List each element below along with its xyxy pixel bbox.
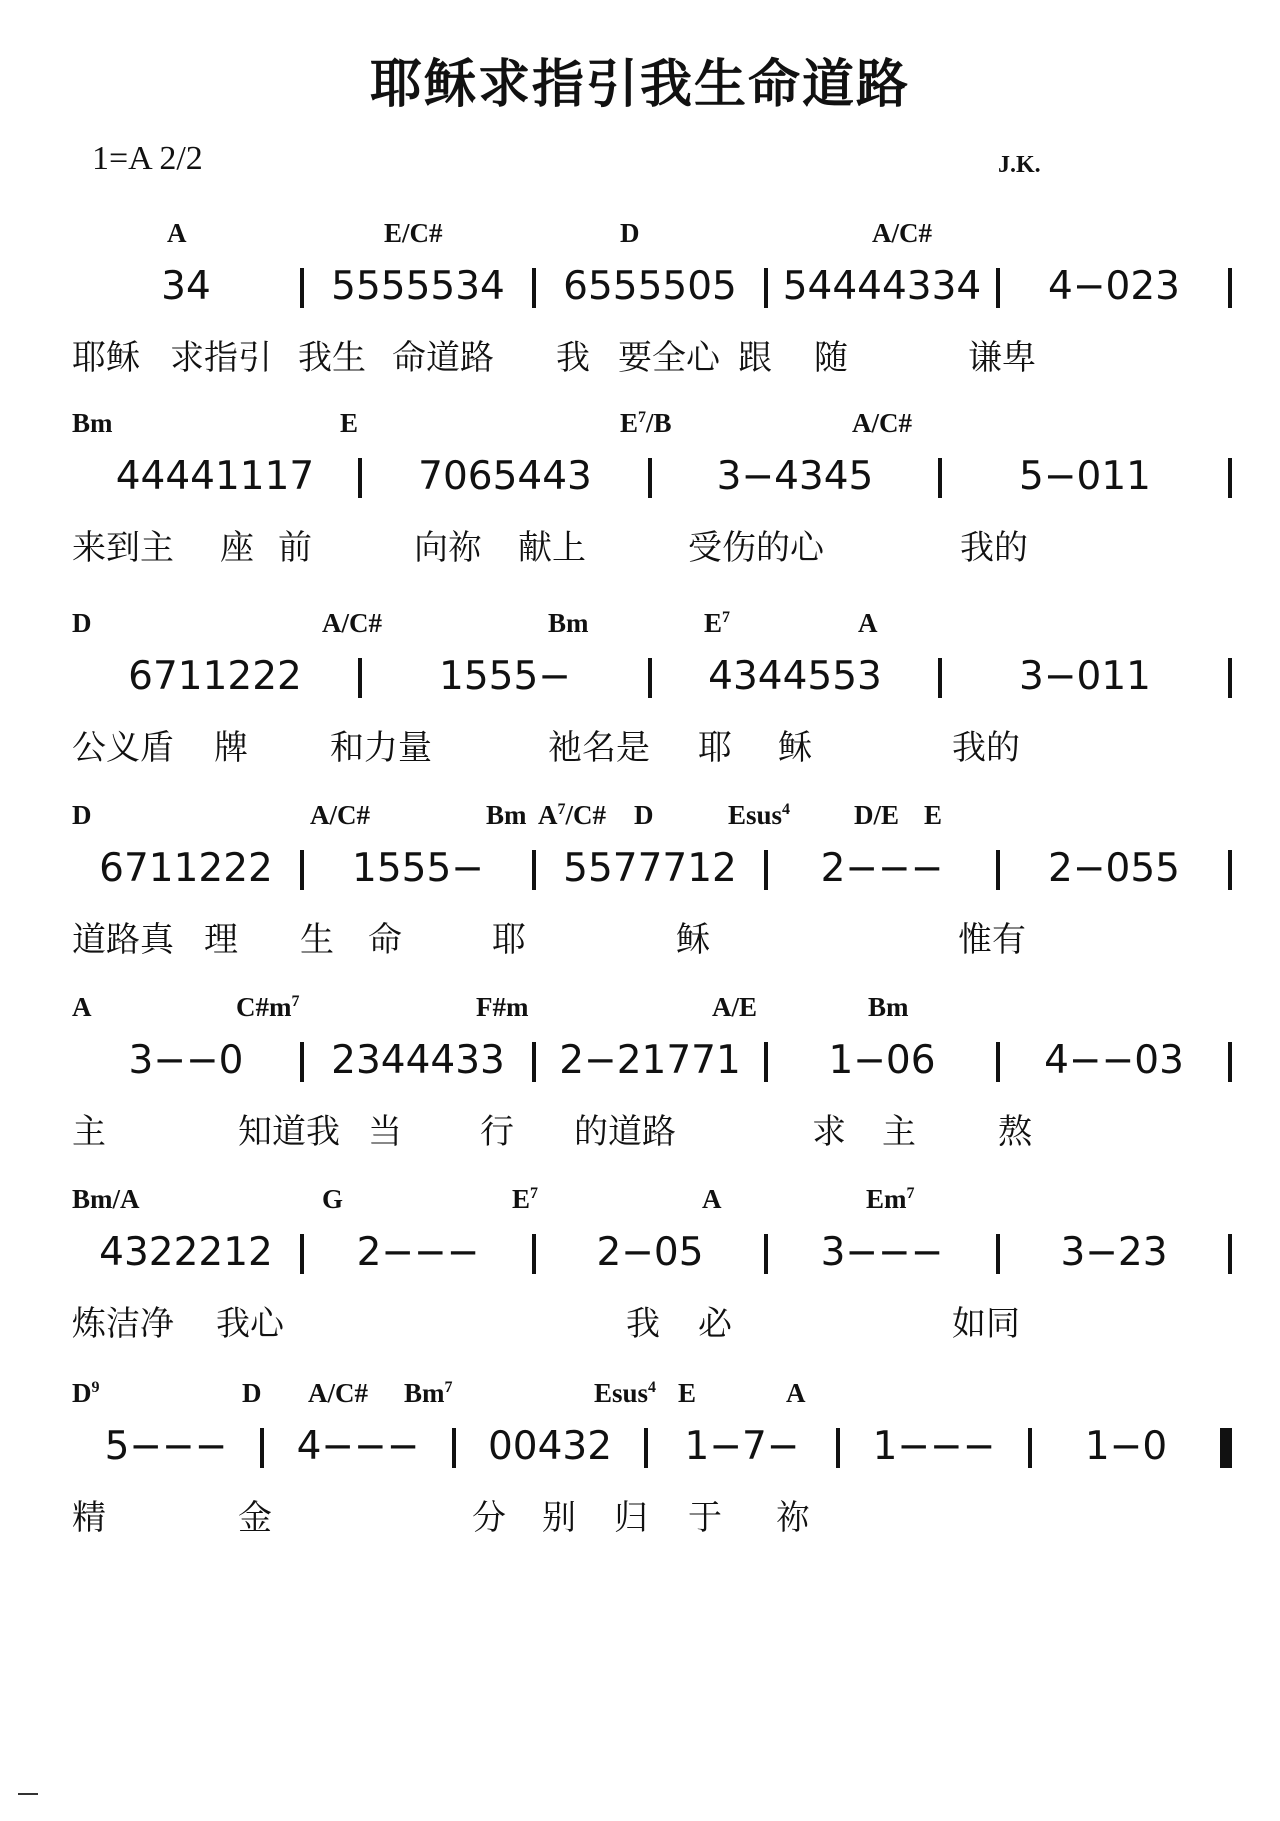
- lyric-word: 耶: [698, 728, 732, 768]
- chord-symbol: [72, 408, 113, 439]
- lyric-word: 我心: [216, 1304, 284, 1344]
- chord-name: E: [704, 608, 723, 638]
- lyric-word: 来到主: [72, 528, 174, 568]
- chord-name: A/C#: [322, 608, 382, 638]
- notation-line: [72, 1036, 1232, 1086]
- chord-symbol: [72, 608, 92, 639]
- chord-name: E: [620, 408, 639, 438]
- chord-symbol: [924, 800, 942, 831]
- measure: 4−−03: [1044, 1038, 1184, 1083]
- chord-symbol: [728, 800, 790, 831]
- measure: 1−06: [828, 1038, 936, 1083]
- lyric-word: 炼洁净: [72, 1304, 174, 1344]
- chord-symbol: [866, 1184, 915, 1215]
- lyric-word: 祢: [776, 1498, 810, 1538]
- measure: 34: [161, 264, 211, 309]
- chord-name: Bm: [486, 800, 527, 830]
- measure: 4322212: [99, 1230, 273, 1275]
- lyric-word: 我的: [960, 528, 1028, 568]
- staff-system-4: [72, 800, 1232, 1000]
- key-signature: 1=A 2/2: [92, 140, 203, 177]
- chord-symbol: [704, 608, 730, 639]
- chord-name: A/C#: [310, 800, 370, 830]
- lyric-word: 前: [278, 528, 312, 568]
- chord-symbol: [384, 218, 443, 249]
- lyric-word: 归: [614, 1498, 648, 1538]
- measure: 00432: [487, 1424, 613, 1469]
- chord-name: D: [620, 218, 640, 248]
- chord-symbol: [236, 992, 300, 1023]
- lyric-word: 分: [472, 1498, 506, 1538]
- measure: 5555534: [331, 264, 505, 309]
- measure: 4−−−: [296, 1424, 420, 1469]
- lyric-word: 和力量: [330, 728, 432, 768]
- lyric-word: 我: [626, 1304, 660, 1344]
- notation-line: [72, 1228, 1232, 1278]
- chord-symbol: [594, 1378, 656, 1409]
- measure: 3−−−: [820, 1230, 944, 1275]
- chord-extension: 9: [91, 1379, 100, 1396]
- chord-bass: /B: [646, 408, 672, 438]
- measure: 2−05: [596, 1230, 704, 1275]
- chord-name: E: [924, 800, 943, 830]
- lyric-word: 别: [542, 1498, 576, 1538]
- measure: 1−−−: [872, 1424, 996, 1469]
- chord-name: Bm: [404, 1378, 445, 1408]
- chord-name: D/E: [854, 800, 900, 830]
- lyric-word: 道路真: [72, 920, 174, 960]
- chord-symbol: [486, 800, 527, 831]
- measure: 3−23: [1060, 1230, 1168, 1275]
- chord-name: A: [167, 218, 187, 248]
- lyric-word: 稣: [778, 728, 812, 768]
- chord-symbol: [634, 800, 654, 831]
- measure: 6711222: [128, 654, 302, 699]
- lyric-word: 命道路: [392, 338, 494, 378]
- measure: 2−055: [1048, 846, 1180, 891]
- lyric-word: 惟有: [958, 920, 1026, 960]
- lyric-word: 稣: [676, 920, 710, 960]
- chord-name: A: [786, 1378, 806, 1408]
- measure: 7065443: [418, 454, 592, 499]
- notation-line: [72, 652, 1232, 702]
- chord-symbol: [548, 608, 589, 639]
- chord-symbol: [404, 1378, 453, 1409]
- measure: 4−023: [1048, 264, 1180, 309]
- lyrics-line: [72, 1490, 1232, 1538]
- chord-name: A/C#: [308, 1378, 368, 1408]
- barline: [1228, 658, 1232, 698]
- barline: [1228, 458, 1232, 498]
- chord-symbol: [72, 800, 92, 831]
- lyric-word: 耶稣: [72, 338, 140, 378]
- lyric-word: 精: [72, 1498, 106, 1538]
- measure: 1−7−: [684, 1424, 800, 1469]
- chord-extension: 7: [638, 409, 647, 426]
- chord-symbol: [340, 408, 358, 439]
- measure: 44441117: [115, 454, 315, 499]
- lyric-word: 我的: [952, 728, 1020, 768]
- measure: 5−−−: [104, 1424, 228, 1469]
- measure: 3−−0: [128, 1038, 244, 1083]
- measure: 6711222: [99, 846, 273, 891]
- chord-name: A: [858, 608, 878, 638]
- lyric-word: 谦卑: [968, 338, 1036, 378]
- chord-symbol: [167, 218, 187, 249]
- chord-name: Esus: [728, 800, 783, 830]
- chord-symbol: [620, 408, 672, 439]
- chord-name: Bm: [548, 608, 589, 638]
- chord-name: D: [72, 1378, 92, 1408]
- lyrics-line: [72, 520, 1232, 568]
- lyric-word: 受伤的心: [688, 528, 824, 568]
- chord-name: A: [702, 1184, 722, 1214]
- lyric-word: 行: [480, 1112, 514, 1152]
- lyric-word: 跟: [738, 338, 772, 378]
- lyric-word: 命: [368, 920, 402, 960]
- chord-symbol: [678, 1378, 696, 1409]
- chord-symbol: [72, 992, 92, 1023]
- chord-name: F#m: [476, 992, 529, 1022]
- lyric-word: 我生: [298, 338, 366, 378]
- chord-extension: 7: [557, 801, 566, 818]
- notation-line: [72, 262, 1232, 312]
- chord-symbol: [72, 1378, 100, 1409]
- barline: [1228, 1234, 1232, 1274]
- lyric-word: 向祢: [414, 528, 482, 568]
- margin-mark: [18, 1793, 38, 1795]
- barline: [1228, 1042, 1232, 1082]
- chord-name: C#m: [236, 992, 292, 1022]
- measure: 2−−−: [820, 846, 944, 891]
- measure: 4344553: [708, 654, 882, 699]
- lyric-word: 随: [814, 338, 848, 378]
- measure: 2−−−: [356, 1230, 480, 1275]
- chord-symbol: [854, 800, 899, 831]
- chord-symbol: [512, 1184, 538, 1215]
- chord-symbol: [702, 1184, 722, 1215]
- barline: [1228, 268, 1232, 308]
- chord-symbol: [620, 218, 640, 249]
- chord-name: D: [72, 608, 92, 638]
- chord-symbol: [72, 1184, 140, 1215]
- chord-symbol: [712, 992, 757, 1023]
- lyric-word: 要全心: [618, 338, 720, 378]
- staff-system-7: [72, 1378, 1232, 1578]
- lyric-word: 如同: [952, 1304, 1020, 1344]
- measure: 2344433: [331, 1038, 505, 1083]
- lyric-word: 的道路: [574, 1112, 676, 1152]
- notation-line: [72, 452, 1232, 502]
- chord-extension: 7: [530, 1185, 539, 1202]
- chord-name: Bm: [72, 408, 113, 438]
- lyric-word: 熬: [998, 1112, 1032, 1152]
- chord-name: Esus: [594, 1378, 649, 1408]
- staff-system-5: [72, 992, 1232, 1192]
- lyrics-line: [72, 1104, 1232, 1152]
- lyric-word: 求: [812, 1112, 846, 1152]
- chord-symbol: [538, 800, 606, 831]
- lyric-word: 当: [368, 1112, 402, 1152]
- chord-symbol: [310, 800, 370, 831]
- song-title: 耶稣求指引我生命道路: [369, 54, 910, 115]
- chord-name: D: [634, 800, 654, 830]
- chord-name: D: [242, 1378, 262, 1408]
- chord-name: A/E: [712, 992, 758, 1022]
- lyric-word: 献上: [518, 528, 586, 568]
- lyric-word: 知道我: [238, 1112, 340, 1152]
- chord-name: A/C#: [852, 408, 912, 438]
- chord-symbol: [872, 218, 932, 249]
- lyric-word: 求指引: [170, 338, 272, 378]
- staff-system-1: [72, 218, 1232, 418]
- final-barline: [1220, 1428, 1232, 1468]
- chord-symbol: [308, 1378, 368, 1409]
- measure: 5577712: [563, 846, 737, 891]
- chord-name: E: [512, 1184, 531, 1214]
- measure: 2−21771: [559, 1038, 741, 1083]
- chord-extension: 7: [906, 1185, 915, 1202]
- lyric-word: 理: [204, 920, 238, 960]
- chord-extension: 4: [648, 1379, 657, 1396]
- chord-extension: 7: [444, 1379, 453, 1396]
- measure: 54444334: [782, 264, 982, 309]
- notation-line: [72, 844, 1232, 894]
- chord-bass: /C#: [565, 800, 606, 830]
- chord-symbol: [858, 608, 878, 639]
- chord-name: Bm/A: [72, 1184, 140, 1214]
- lyrics-line: [72, 912, 1232, 960]
- chord-name: A: [538, 800, 558, 830]
- lyric-word: 座: [220, 528, 254, 568]
- lyric-word: 金: [238, 1498, 272, 1538]
- chord-symbol: [242, 1378, 262, 1409]
- barline: [1228, 850, 1232, 890]
- chord-name: A: [72, 992, 92, 1022]
- author-credit: J.K.: [998, 152, 1041, 178]
- measure: 1−0: [1084, 1424, 1168, 1469]
- chord-name: E/C#: [384, 218, 443, 248]
- chord-symbol: [868, 992, 909, 1023]
- lyrics-line: [72, 330, 1232, 378]
- measure: 1555−: [352, 846, 484, 891]
- staff-system-6: [72, 1184, 1232, 1384]
- chord-name: Bm: [868, 992, 909, 1022]
- chord-extension: 7: [291, 993, 300, 1010]
- staff-system-2: [72, 408, 1232, 608]
- chord-symbol: [852, 408, 912, 439]
- lyric-word: 于: [688, 1498, 722, 1538]
- measure: 3−011: [1019, 654, 1151, 699]
- chord-name: G: [322, 1184, 344, 1214]
- lyric-word: 主: [882, 1112, 916, 1152]
- measure: 1555−: [439, 654, 571, 699]
- lyric-word: 公义盾: [72, 728, 174, 768]
- staff-system-3: [72, 608, 1232, 808]
- measure: 3−4345: [716, 454, 874, 499]
- lyric-word: 牌: [214, 728, 248, 768]
- chord-name: E: [340, 408, 359, 438]
- lyric-word: 生: [300, 920, 334, 960]
- lyrics-line: [72, 720, 1232, 768]
- lyric-word: 耶: [492, 920, 526, 960]
- notation-line: [72, 1422, 1232, 1472]
- lyric-word: 主: [72, 1112, 106, 1152]
- chord-symbol: [786, 1378, 806, 1409]
- measure: 5−011: [1019, 454, 1151, 499]
- chord-name: D: [72, 800, 92, 830]
- chord-symbol: [476, 992, 528, 1023]
- lyric-word: 我: [556, 338, 590, 378]
- lyric-word: 必: [698, 1304, 732, 1344]
- chord-extension: 4: [782, 801, 791, 818]
- chord-name: Em: [866, 1184, 907, 1214]
- chord-name: E: [678, 1378, 697, 1408]
- measure: 6555505: [563, 264, 737, 309]
- chord-extension: 7: [722, 609, 731, 626]
- chord-symbol: [322, 608, 382, 639]
- chord-name: A/C#: [872, 218, 932, 248]
- lyrics-line: [72, 1296, 1232, 1344]
- lyric-word: 祂名是: [548, 728, 650, 768]
- chord-symbol: [322, 1184, 343, 1215]
